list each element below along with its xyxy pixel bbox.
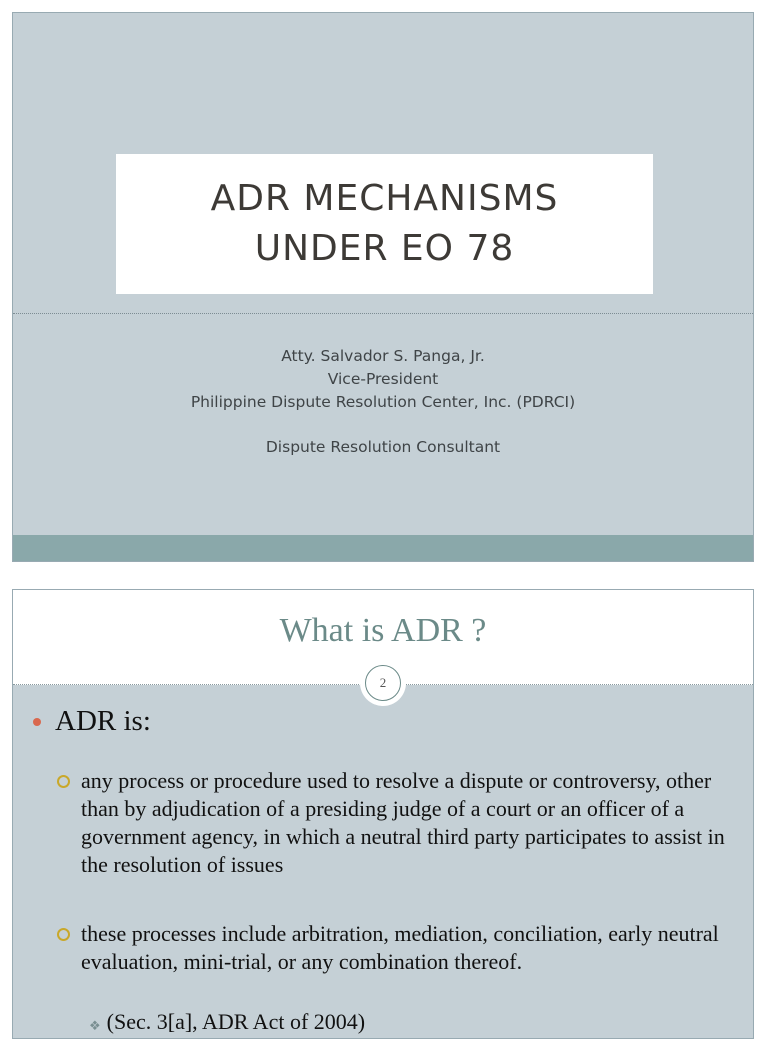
slide-title: What is ADR ? bbox=[279, 612, 487, 649]
presenter-name: Atty. Salvador S. Panga, Jr. bbox=[281, 347, 485, 365]
arrow-bullet-icon: ❖ bbox=[89, 1018, 101, 1033]
bullet-text: ADR is: bbox=[55, 705, 151, 737]
presenter-organization: Philippine Dispute Resolution Center, Inc. (PDRCI) bbox=[190, 393, 576, 411]
sub-bullet-text: these processes include arbitration, mediation, conciliation, early neutral evaluation, mini-trial, or any combination thereof. bbox=[81, 921, 719, 974]
sub-bullet-2 bbox=[57, 920, 747, 976]
page-number: 2 bbox=[365, 665, 401, 701]
bullet-ring-icon bbox=[57, 775, 70, 788]
presenter-info bbox=[13, 345, 753, 459]
citation-text: (Sec. 3[a], ADR Act of 2004) bbox=[106, 1009, 366, 1034]
presenter-role: Dispute Resolution Consultant bbox=[265, 438, 501, 456]
bullet-dot-icon bbox=[33, 718, 41, 726]
title-box bbox=[116, 154, 653, 294]
slide-title bbox=[211, 174, 559, 274]
title-line-1: ADR MECHANISMS bbox=[210, 178, 559, 219]
sub-bullet-text: any process or procedure used to resolve a dispute or controversy, other than by adjudication of a presiding judge of a court or an officer of a government agency, in which a neutral third party participates to assist in the resolution of issues bbox=[81, 768, 725, 877]
title-slide bbox=[12, 12, 754, 562]
bullet-ring-icon bbox=[57, 928, 70, 941]
dotted-divider bbox=[13, 313, 753, 314]
presenter-position: Vice-President bbox=[327, 370, 439, 388]
sub-bullet-1 bbox=[57, 767, 747, 879]
title-line-2: UNDER EO 78 bbox=[254, 228, 515, 269]
footer-band bbox=[13, 535, 753, 561]
bullet-main bbox=[33, 705, 151, 738]
content-slide bbox=[12, 589, 754, 1039]
page-number-badge bbox=[360, 660, 406, 706]
